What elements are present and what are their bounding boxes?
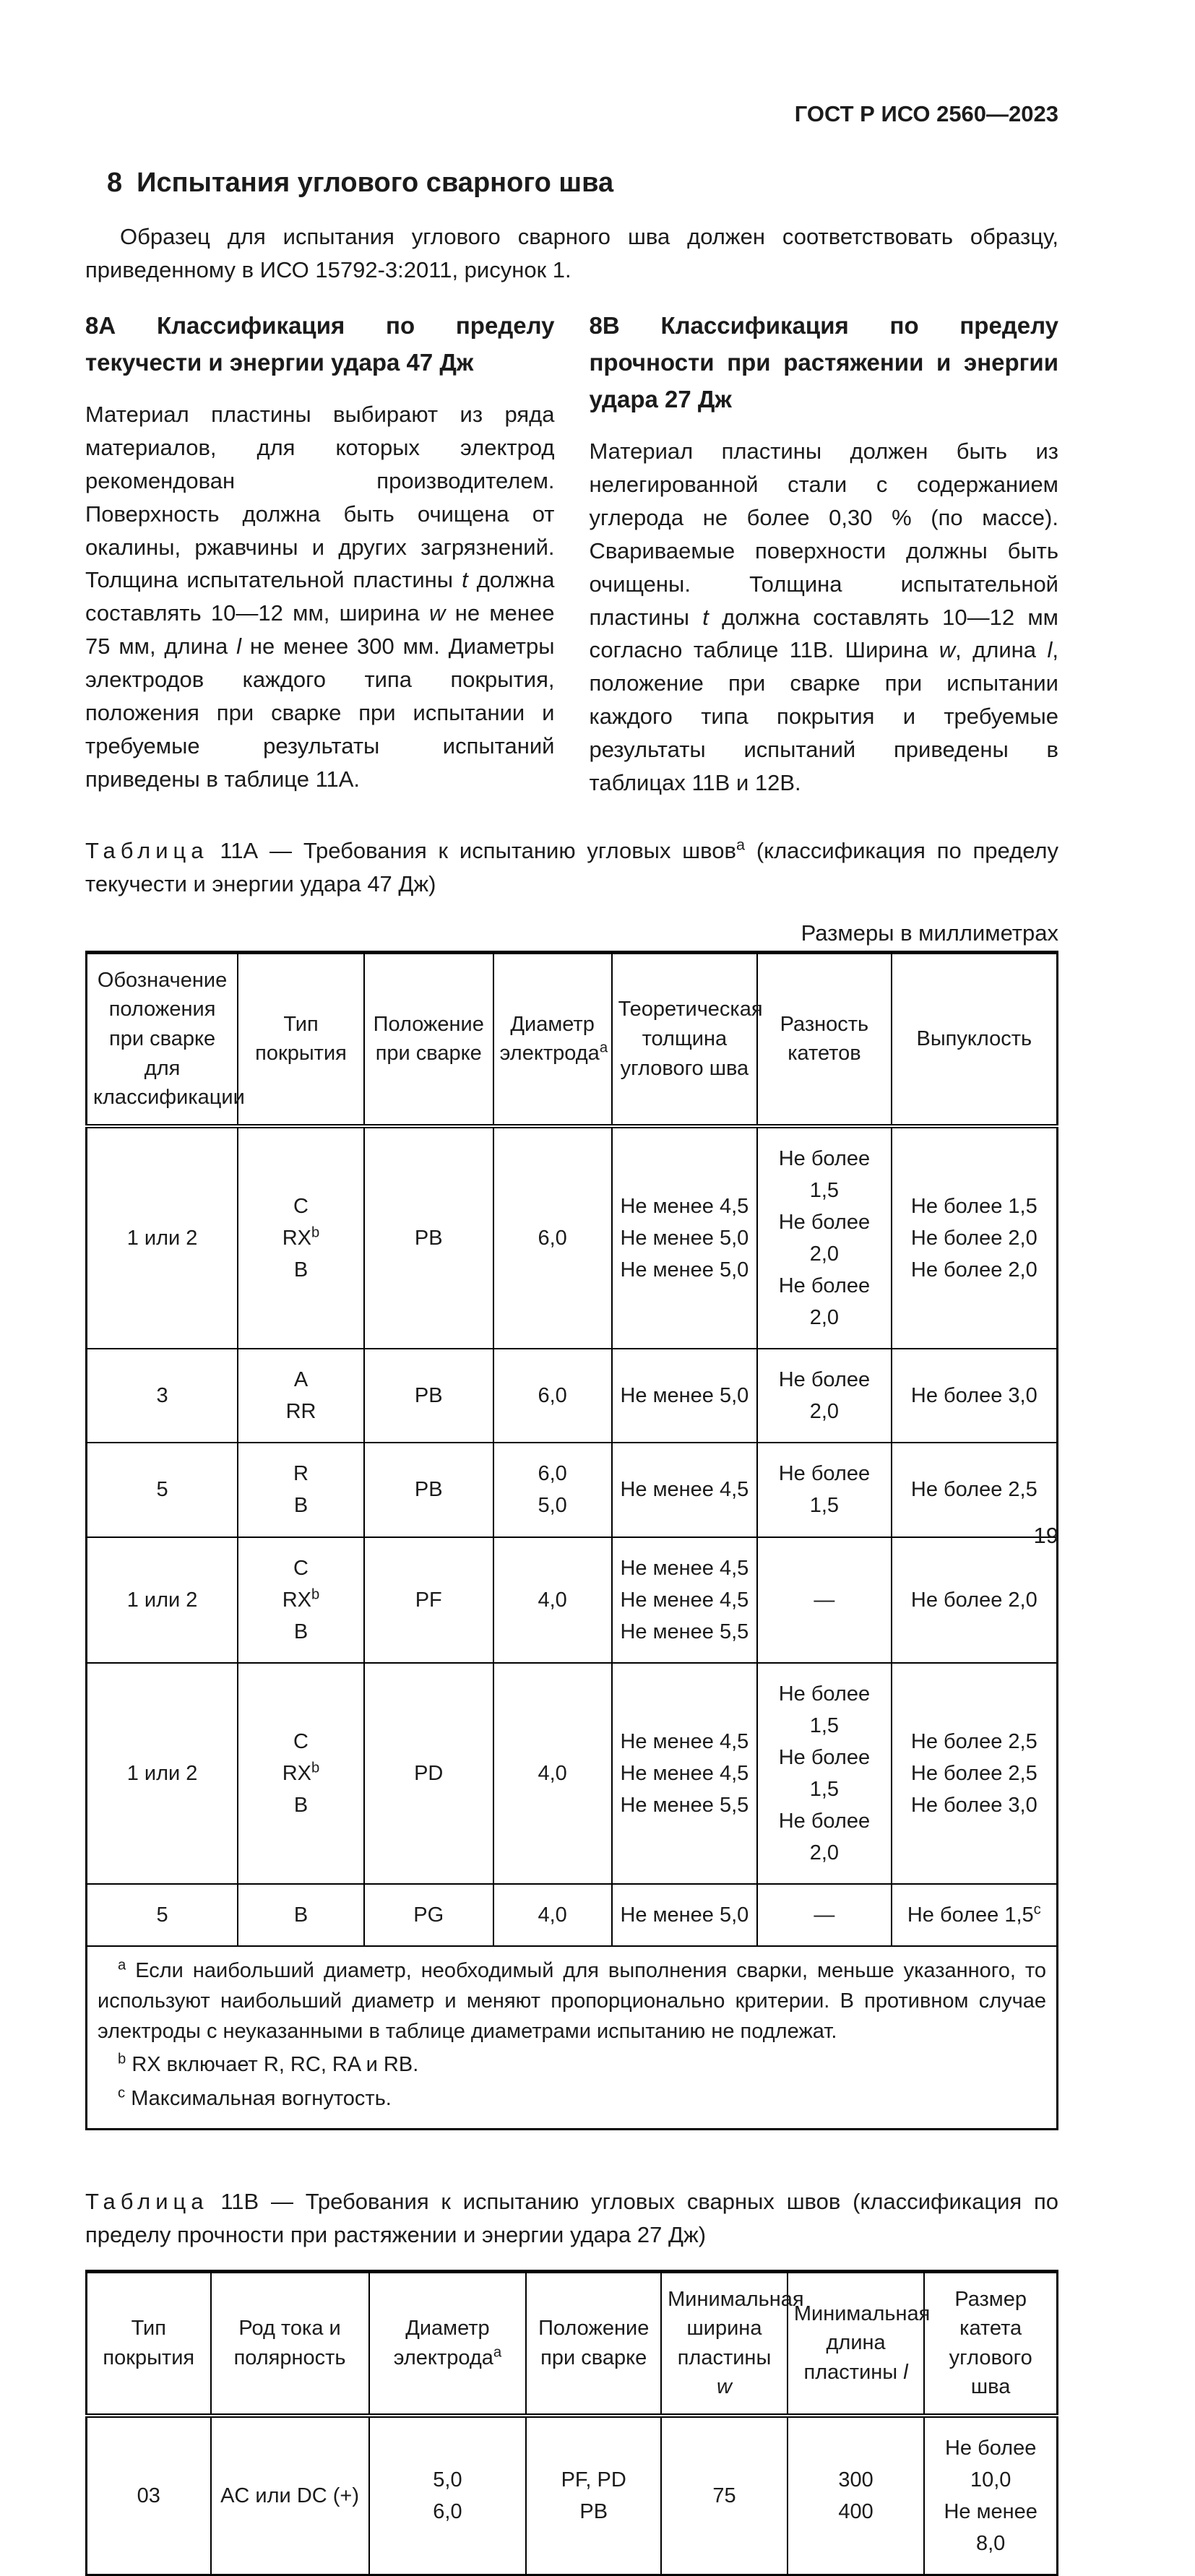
- table-cell: Не менее 4,5 Не менее 5,0 Не менее 5,0: [612, 1126, 758, 1349]
- column-header: Минимальная длина пластины l: [788, 2271, 925, 2416]
- table-header-row: [87, 952, 1058, 1125]
- column-header: Теоретическая толщина углового шва: [612, 952, 758, 1125]
- table-cell: Не более 1,5: [757, 1443, 891, 1536]
- table-cell: AC или DC (+): [211, 2416, 369, 2575]
- table-cell: Не менее 4,5: [612, 1443, 758, 1536]
- table-cell: 6,0: [493, 1349, 612, 1443]
- section-heading: [107, 168, 1058, 199]
- table-cell: Не менее 4,5 Не менее 4,5 Не менее 5,5: [612, 1537, 758, 1663]
- table-cell: 300 400: [788, 2416, 925, 2575]
- two-column-layout: [85, 295, 1058, 800]
- table-cell: Не более 1,5 Не более 1,5 Не более 2,0: [757, 1663, 891, 1884]
- table-cell: —: [757, 1537, 891, 1663]
- section-number: 8: [107, 168, 123, 198]
- subsection-8a-heading: 8А Классификация по пределу текучести и энергии удара 47 Дж: [85, 311, 555, 376]
- table-cell: Не более 1,5 Не более 2,0 Не более 2,0: [757, 1126, 891, 1349]
- table-cell: 75: [661, 2416, 788, 2575]
- table-11a-caption-word: Таблица: [85, 837, 209, 863]
- table-footnote: $^a$ Если наибольший диаметр, необходимый для выполнения сварки, меньше указанного, то используют наибольший диаметр и меняют пропорционально критерии. В противном случае электроды с неуказанными в таблице диаметрами испытанию не подлежат.: [98, 1957, 1046, 2044]
- table-cell: 4,0: [493, 1537, 612, 1663]
- table-11a-body: [87, 1126, 1058, 1947]
- table-11a-footnotes: [87, 1946, 1058, 2129]
- table-header-row: [87, 2271, 1058, 2416]
- table-11a: [85, 951, 1058, 2130]
- table-11b: [85, 2270, 1058, 2576]
- table-row: [87, 1126, 1058, 1349]
- table-cell: Не менее 5,0: [612, 1349, 758, 1443]
- table-cell: Не менее 4,5 Не менее 4,5 Не менее 5,5: [612, 1663, 758, 1884]
- table-cell: C $RX^b$ B: [238, 1537, 364, 1663]
- column-header: Тип покрытия: [87, 2271, 211, 2416]
- footnote-row: [87, 1946, 1058, 2129]
- table-cell: Не более 1,5 Не более 2,0 Не более 2,0: [892, 1126, 1058, 1349]
- table-cell: Не более 10,0 Не менее 8,0: [924, 2416, 1057, 2575]
- column-header: Разность катетов: [757, 952, 891, 1125]
- table-row: [87, 2416, 1058, 2575]
- table-cell: Не более 3,0: [892, 1349, 1058, 1443]
- table-cell: PB: [364, 1443, 493, 1536]
- intro-paragraph: Образец для испытания углового сварного шва должен соответствовать образцу, приведенному в ИСО 15792-3:2011, рисунок 1.: [85, 224, 1058, 282]
- footnote-cell: [87, 1946, 1058, 2129]
- column-header: Положение при сварке: [526, 2271, 661, 2416]
- table-cell: Не более 2,0: [892, 1537, 1058, 1663]
- table-cell: Не более 2,5 Не более 2,5 Не более 3,0: [892, 1663, 1058, 1884]
- table-cell: Не более 2,5: [892, 1443, 1058, 1536]
- table-11a-caption-text: 11А — Требования к испытанию угловых швов$^a$ (классификация по пределу текучести и энергии удара 47 Дж): [85, 835, 1058, 897]
- table-cell: 4,0: [493, 1663, 612, 1884]
- subsection-8a-body: Материал пластины выбирают из ряда материалов, для которых электрод рекомендован производителем. Поверхность должна быть очищена от окалины, ржавчины и других загрязнений. Толщина испытательной пластины t должна составлять 10—12 мм, ширина w не менее 75 мм, длина l не менее 300 мм. Диаметры электродов каждого типа покрытия, положения при сварке при испытании и требуемые результаты испытаний приведены в таблице 11А.: [85, 402, 555, 792]
- table-cell: PF, PD PB: [526, 2416, 661, 2575]
- column-header: Положение при сварке: [364, 952, 493, 1125]
- table-cell: PG: [364, 1884, 493, 1946]
- subsection-8b: [590, 295, 1059, 800]
- running-header-doc-code: ГОСТ Р ИСО 2560—2023: [794, 101, 1058, 126]
- table-cell: 5: [87, 1884, 238, 1946]
- table-cell: —: [757, 1884, 891, 1946]
- table-cell: 4,0: [493, 1884, 612, 1946]
- table-row: [87, 1884, 1058, 1946]
- table-cell: PF: [364, 1537, 493, 1663]
- table-cell: Не менее 5,0: [612, 1884, 758, 1946]
- table-11b-caption-word: Таблица: [85, 2188, 209, 2214]
- table-cell: 1 или 2: [87, 1126, 238, 1349]
- table-cell: Не более 2,0: [757, 1349, 891, 1443]
- table-cell: 1 или 2: [87, 1537, 238, 1663]
- table-cell: 6,0 5,0: [493, 1443, 612, 1536]
- table-cell: R B: [238, 1443, 364, 1536]
- table-cell: C $RX^b$ B: [238, 1663, 364, 1884]
- subsection-8a: [85, 295, 555, 800]
- table-row: [87, 1443, 1058, 1536]
- table-row: [87, 1537, 1058, 1663]
- section-title: Испытания углового сварного шва: [137, 168, 614, 198]
- column-header: Размер катета углового шва: [924, 2271, 1057, 2416]
- table-cell: 03: [87, 2416, 211, 2575]
- subsection-8b-heading: 8В Классификация по пределу прочности при растяжении и энергии удара 27 Дж: [589, 311, 1058, 413]
- page-number: 19: [1033, 1523, 1058, 1548]
- table-cell: C $RX^b$ B: [238, 1126, 364, 1349]
- table-row: [87, 1349, 1058, 1443]
- table-11b-header: [87, 2271, 1058, 2416]
- table-cell: PB: [364, 1126, 493, 1349]
- table-11a-header: [87, 952, 1058, 1125]
- table-cell: A RR: [238, 1349, 364, 1443]
- table-cell: 1 или 2: [87, 1663, 238, 1884]
- table-cell: PB: [364, 1349, 493, 1443]
- subsection-8b-body: Материал пластины должен быть из нелегированной стали с содержанием углерода не более 0,30 % (по массе). Свариваемые поверхности должны быть очищены. Толщина испытательной пластины t должна составлять 10—12 мм согласно таблице 11В. Ширина w, длина l, положение при сварке при испытании каждого типа покрытия и требуемые результаты испытаний приведены в таблицах 11В и 12В.: [589, 438, 1058, 795]
- column-header: Диаметр электрода$^a$: [369, 2271, 527, 2416]
- units-note: Размеры в миллиметрах: [801, 920, 1058, 946]
- table-row: [87, 1663, 1058, 1884]
- table-cell: 5,0 6,0: [369, 2416, 527, 2575]
- table-11a-caption: [85, 834, 1058, 902]
- table-11b-caption-text: 11В — Требования к испытанию угловых сварных швов (классификация по пределу прочности при растяжении и энергии удара 27 Дж): [85, 2188, 1058, 2248]
- table-11b-body: [87, 2416, 1058, 2575]
- column-header: Обозначение положения при сварке для классификации: [87, 952, 238, 1125]
- table-footnote: $^c$ Максимальная вогнутость.: [118, 2084, 392, 2110]
- column-header: Диаметр электрода$^a$: [493, 952, 612, 1125]
- column-header: Минимальная ширина пластины w: [661, 2271, 788, 2416]
- column-header: Выпуклость: [892, 952, 1058, 1125]
- column-header: Род тока и полярность: [211, 2271, 369, 2416]
- table-footnote: $^b$ RX включает R, RC, RA и RB.: [118, 2051, 419, 2077]
- table-cell: B: [238, 1884, 364, 1946]
- table-cell: 3: [87, 1349, 238, 1443]
- table-cell: Не более 1,5$^c$: [892, 1884, 1058, 1946]
- table-cell: 5: [87, 1443, 238, 1536]
- column-header: Тип покрытия: [238, 952, 364, 1125]
- table-cell: 6,0: [493, 1126, 612, 1349]
- table-11b-caption: [85, 2185, 1058, 2252]
- table-cell: PD: [364, 1663, 493, 1884]
